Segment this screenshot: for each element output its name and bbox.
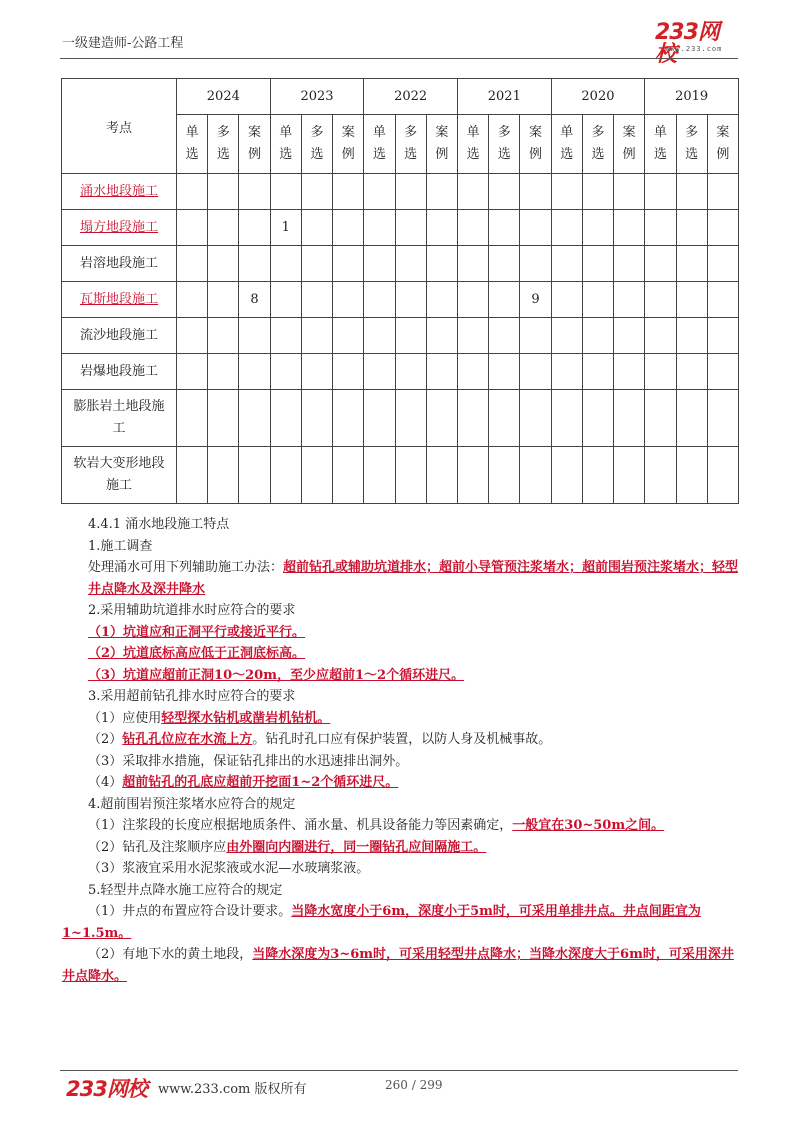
count-cell (582, 447, 613, 504)
count-cell (426, 318, 457, 354)
count-cell (551, 174, 582, 210)
count-cell (301, 282, 332, 318)
count-cell (676, 390, 707, 447)
table-row (62, 174, 739, 210)
count-cell (270, 318, 301, 354)
count-cell (364, 447, 395, 504)
count-cell (208, 210, 239, 246)
topic-label: 岩溶地段施工 (79, 255, 158, 271)
count-cell (239, 174, 270, 210)
count-cell (645, 174, 676, 210)
question-type-header: 案 例 (707, 115, 738, 174)
count-cell (208, 246, 239, 282)
table-row (62, 210, 739, 246)
count-cell (426, 174, 457, 210)
count-cell (395, 447, 426, 504)
year-header: 2021 (457, 79, 551, 115)
count-cell (520, 447, 551, 504)
count-cell (270, 447, 301, 504)
count-cell (270, 174, 301, 210)
count-cell (489, 210, 520, 246)
count-cell (208, 282, 239, 318)
table-row (62, 318, 739, 354)
count-cell (707, 390, 738, 447)
paragraph: 处理涌水可用下列辅助施工办法：超前钻孔或辅助坑道排水；超前小导管预注浆堵水；超前围岩预注浆堵水；轻型井点降水及深井降水 (88, 560, 739, 597)
question-type-header: 案 例 (239, 115, 270, 174)
count-cell (364, 246, 395, 282)
count-cell (457, 390, 488, 447)
count-cell (239, 447, 270, 504)
list-item: （1）坑道应和正洞平行或接近平行。 (88, 624, 306, 640)
count-cell (333, 318, 364, 354)
subheading: 5.轻型井点降水施工应符合的规定 (88, 882, 283, 898)
count-cell (582, 282, 613, 318)
table-row (62, 282, 739, 318)
count-cell (426, 354, 457, 390)
count-cell (208, 354, 239, 390)
header-divider (60, 58, 738, 59)
count-cell (707, 282, 738, 318)
list-item: （1）注浆段的长度应根据地质条件、涌水量、机具设备能力等因素确定，一般宜在30~50m之间。 (88, 818, 665, 833)
exam-frequency-table (61, 78, 739, 504)
question-type-header: 多 选 (301, 115, 332, 174)
count-cell (645, 210, 676, 246)
count-cell: 9 (520, 282, 551, 318)
count-cell (520, 354, 551, 390)
count-cell (239, 210, 270, 246)
count-cell (364, 318, 395, 354)
count-cell (489, 318, 520, 354)
topic-label: 岩爆地段施工 (79, 363, 158, 379)
list-item: （3）坑道应超前正洞10～20m，至少应超前1～2个循环进尺。 (88, 667, 465, 683)
question-type-header: 单 选 (457, 115, 488, 174)
count-cell (239, 246, 270, 282)
count-cell (426, 447, 457, 504)
count-cell (208, 318, 239, 354)
count-cell (457, 354, 488, 390)
count-cell (364, 174, 395, 210)
count-cell (614, 390, 645, 447)
count-cell (301, 354, 332, 390)
count-cell (520, 174, 551, 210)
table-row (62, 390, 739, 447)
count-cell (676, 318, 707, 354)
count-cell (520, 390, 551, 447)
count-cell (582, 210, 613, 246)
year-header: 2020 (551, 79, 645, 115)
count-cell (177, 210, 208, 246)
topic-label: 涌水地段施工 (79, 183, 158, 199)
table-row (62, 447, 739, 504)
count-cell (676, 447, 707, 504)
question-type-header: 多 选 (395, 115, 426, 174)
list-item: （1）应使用轻型探水钻机或凿岩机钻机。 (88, 710, 331, 726)
count-cell (645, 447, 676, 504)
table-row (62, 354, 739, 390)
footer-divider (60, 1070, 738, 1071)
topic-label: 膨胀岩土地段施 工 (73, 399, 165, 436)
question-type-header: 多 选 (582, 115, 613, 174)
count-cell (301, 318, 332, 354)
question-type-header: 多 选 (676, 115, 707, 174)
count-cell (457, 174, 488, 210)
document-title: 一级建造师-公路工程 (62, 36, 184, 51)
section-heading: 4.4.1 涌水地段施工特点 (88, 517, 230, 532)
count-cell (520, 246, 551, 282)
question-type-header: 单 选 (364, 115, 395, 174)
count-cell (457, 318, 488, 354)
count-cell (395, 354, 426, 390)
count-cell (676, 354, 707, 390)
count-cell (676, 282, 707, 318)
count-cell (364, 282, 395, 318)
count-cell (676, 210, 707, 246)
count-cell (301, 210, 332, 246)
count-cell (333, 210, 364, 246)
count-cell (177, 282, 208, 318)
count-cell (645, 318, 676, 354)
count-cell (551, 354, 582, 390)
list-item: （2）坑道底标高应低于正洞底标高。 (88, 646, 306, 661)
count-cell (333, 174, 364, 210)
list-item: （3）浆液宜采用水泥浆液或水泥—水玻璃浆液。 (88, 861, 370, 876)
count-cell (270, 354, 301, 390)
count-cell (270, 390, 301, 447)
brand-logo: 233网校 www.233.com (655, 20, 723, 67)
topic-label: 瓦斯地段施工 (79, 291, 158, 307)
count-cell (614, 282, 645, 318)
count-cell (208, 447, 239, 504)
count-cell (177, 174, 208, 210)
count-cell (707, 354, 738, 390)
count-cell (489, 390, 520, 447)
count-cell (457, 210, 488, 246)
count-cell (551, 447, 582, 504)
count-cell (177, 318, 208, 354)
count-cell (395, 210, 426, 246)
count-cell (614, 246, 645, 282)
count-cell (489, 174, 520, 210)
count-cell (707, 246, 738, 282)
count-cell (395, 246, 426, 282)
count-cell (551, 318, 582, 354)
count-cell (364, 390, 395, 447)
count-cell (489, 246, 520, 282)
count-cell (520, 210, 551, 246)
count-cell (395, 174, 426, 210)
count-cell (489, 282, 520, 318)
count-cell (645, 390, 676, 447)
subheading: 3.采用超前钻孔排水时应符合的要求 (88, 689, 296, 704)
count-cell (333, 354, 364, 390)
count-cell (551, 210, 582, 246)
count-cell (582, 318, 613, 354)
count-cell (426, 210, 457, 246)
count-cell: 8 (239, 282, 270, 318)
footer-logo: 233网校 (66, 1077, 147, 1101)
count-cell (239, 318, 270, 354)
count-cell (333, 282, 364, 318)
count-cell (614, 318, 645, 354)
count-cell (208, 174, 239, 210)
count-cell (301, 447, 332, 504)
question-type-header: 多 选 (489, 115, 520, 174)
question-type-header: 案 例 (333, 115, 364, 174)
list-item: （3）采取排水措施，保证钻孔排出的水迅速排出洞外。 (88, 753, 409, 769)
subheading: 2.采用辅助坑道排水时应符合的要求 (88, 603, 296, 618)
count-cell (520, 318, 551, 354)
count-cell (301, 246, 332, 282)
count-cell (457, 447, 488, 504)
count-cell (177, 354, 208, 390)
count-cell (582, 390, 613, 447)
list-item: （2）钻孔及注浆顺序应由外圈向内圈进行，同一圈钻孔应间隔施工。 (88, 839, 487, 855)
count-cell (489, 354, 520, 390)
year-header: 2022 (364, 79, 458, 115)
count-cell (239, 354, 270, 390)
footer-copyright: www.233.com 版权所有 (158, 1082, 307, 1097)
count-cell (364, 354, 395, 390)
count-cell (707, 210, 738, 246)
count-cell (208, 390, 239, 447)
question-type-header: 案 例 (426, 115, 457, 174)
count-cell (426, 282, 457, 318)
topic-label: 塌方地段施工 (79, 219, 158, 235)
topic-label: 软岩大变形地段 施工 (73, 456, 165, 493)
count-cell (614, 174, 645, 210)
question-type-header: 多 选 (208, 115, 239, 174)
count-cell (582, 174, 613, 210)
count-cell (426, 246, 457, 282)
count-cell (333, 246, 364, 282)
count-cell (333, 390, 364, 447)
count-cell (551, 246, 582, 282)
list-item: （1）井点的布置应符合设计要求。当降水宽度小于6m，深度小于5m时，可采用单排井点。井点间距宜为1~1.5m。 (62, 904, 701, 941)
count-cell (364, 210, 395, 246)
question-type-header: 单 选 (270, 115, 301, 174)
count-cell (707, 318, 738, 354)
question-type-header: 单 选 (645, 115, 676, 174)
year-header: 2024 (177, 79, 271, 115)
year-header: 2023 (270, 79, 364, 115)
list-item: （4）超前钻孔的孔底应超前开挖面1~2个循环进尺。 (88, 775, 399, 790)
count-cell (177, 390, 208, 447)
count-cell (301, 174, 332, 210)
topic-label: 流沙地段施工 (79, 327, 158, 343)
question-type-header: 案 例 (520, 115, 551, 174)
count-cell (645, 282, 676, 318)
table-row (62, 246, 739, 282)
count-cell (645, 246, 676, 282)
content-body (62, 514, 740, 987)
count-cell (676, 174, 707, 210)
count-cell (177, 447, 208, 504)
subheading: 4.超前围岩预注浆堵水应符合的规定 (88, 796, 296, 812)
count-cell (489, 447, 520, 504)
count-cell (707, 447, 738, 504)
count-cell (551, 390, 582, 447)
count-cell (177, 246, 208, 282)
count-cell (614, 210, 645, 246)
count-cell (239, 390, 270, 447)
subheading: 1.施工调查 (88, 538, 153, 554)
count-cell (551, 282, 582, 318)
list-item: （2）钻孔孔位应在水流上方。钻孔时孔口应有保护装置，以防人身及机械事故。 (88, 732, 552, 747)
count-cell (426, 390, 457, 447)
count-cell (395, 390, 426, 447)
year-header: 2019 (645, 79, 739, 115)
count-cell: 1 (270, 210, 301, 246)
count-cell (676, 246, 707, 282)
count-cell (457, 282, 488, 318)
count-cell (301, 390, 332, 447)
count-cell (395, 318, 426, 354)
question-type-header: 单 选 (177, 115, 208, 174)
count-cell (333, 447, 364, 504)
page-number: 260 / 299 (385, 1078, 443, 1092)
corner-header: 考点 (62, 79, 177, 174)
count-cell (457, 246, 488, 282)
count-cell (614, 354, 645, 390)
count-cell (270, 246, 301, 282)
count-cell (582, 354, 613, 390)
count-cell (614, 447, 645, 504)
question-type-header: 单 选 (551, 115, 582, 174)
count-cell (707, 174, 738, 210)
list-item: （2）有地下水的黄土地段，当降水深度为3~6m时，可采用轻型井点降水；当降水深度大于6m时，可采用深井井点降水。 (62, 947, 734, 984)
count-cell (582, 246, 613, 282)
count-cell (395, 282, 426, 318)
count-cell (270, 282, 301, 318)
question-type-header: 案 例 (614, 115, 645, 174)
count-cell (645, 354, 676, 390)
